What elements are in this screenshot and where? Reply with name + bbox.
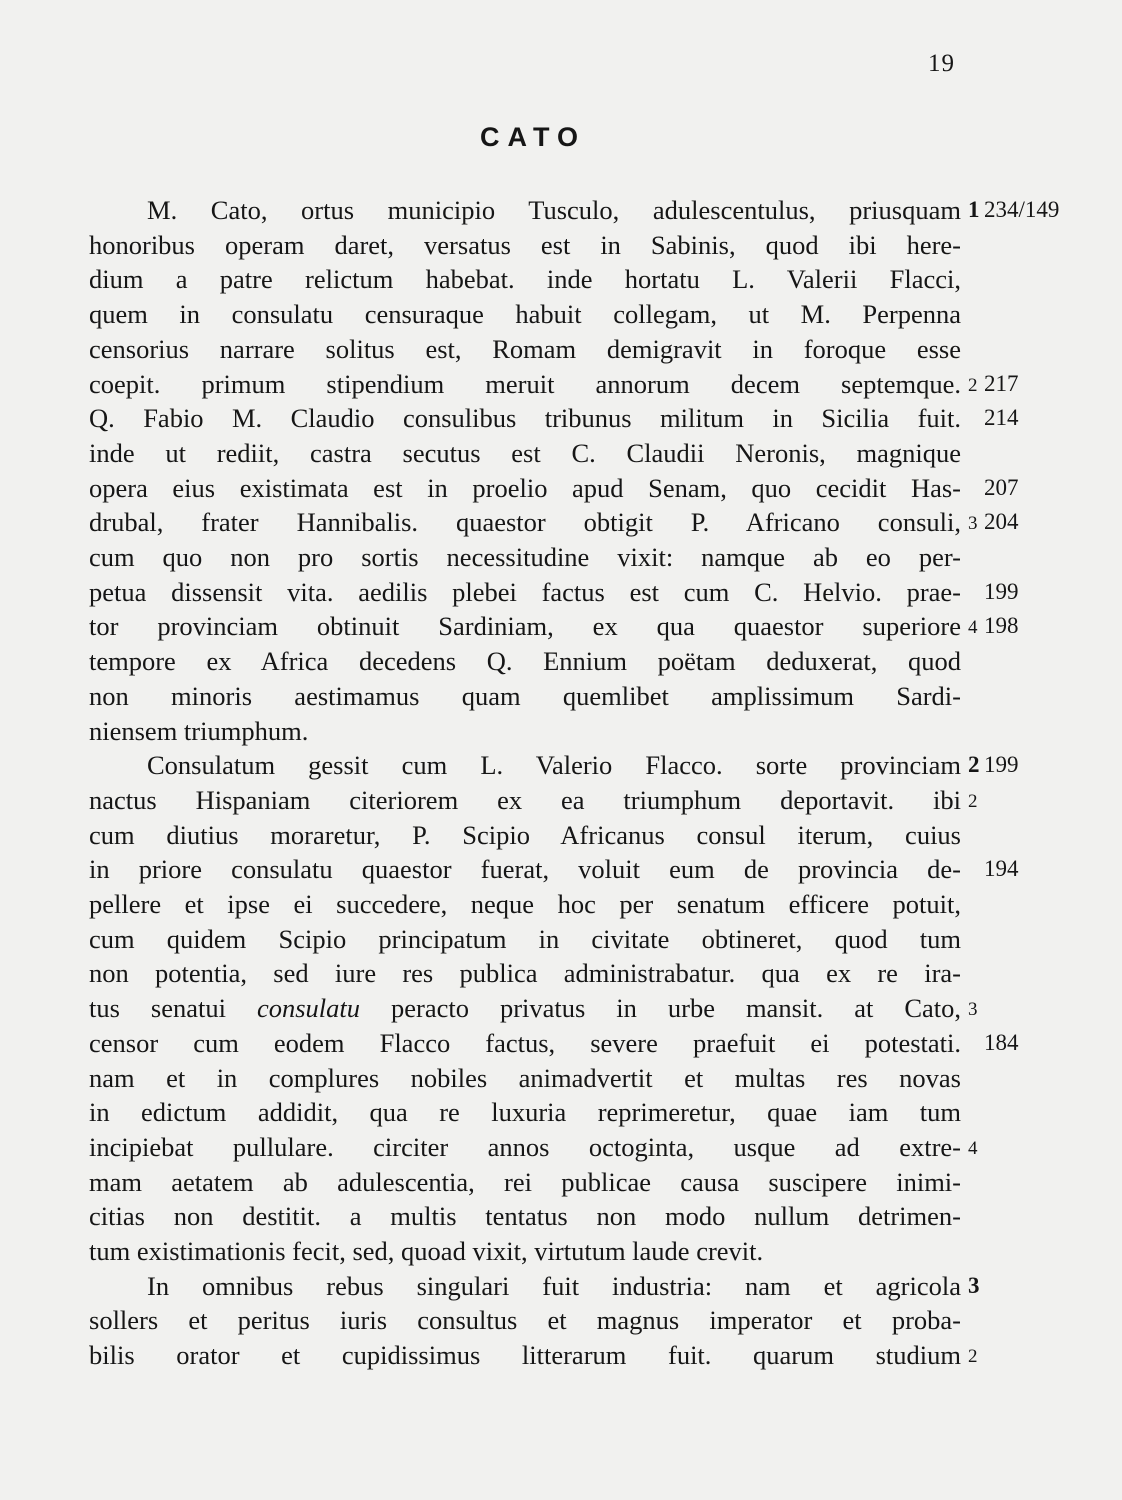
text-segment: tus senatui	[89, 993, 257, 1024]
year-note: 194	[984, 856, 1019, 882]
year-note: 184	[984, 1029, 1019, 1055]
text-line: nam et in complures nobiles animadvertit et multas res novas	[89, 1062, 961, 1093]
text-line: drubal, frater Hannibalis. quaestor obtigit P. Africano consuli,	[89, 507, 961, 538]
margin-note	[968, 1130, 1118, 1164]
text-line: cum diutius moraretur, P. Scipio Africanus consul iterum, cuius	[89, 819, 961, 850]
year-note: 214	[984, 405, 1019, 431]
text-line: opera eius existimata est in proelio apud Senam, quo cecidit Has-	[89, 472, 961, 503]
section-number: 2	[968, 1346, 978, 1368]
text-line: Consulatum gessit cum L. Valerio Flacco. sorte provinciam	[147, 750, 961, 781]
text-line: coepit. primum stipendium meruit annorum decem septemque.	[89, 368, 961, 399]
section-number: 4	[968, 617, 978, 639]
text-line: inde ut rediit, castra secutus est C. Claudii Neronis, magnique	[89, 437, 961, 468]
section-number: 2	[968, 790, 978, 812]
margin-note	[968, 748, 1118, 782]
text-line: Q. Fabio M. Claudio consulibus tribunus militum in Sicilia fuit.	[89, 403, 961, 434]
text-line: sollers et peritus iuris consultus et magnus imperator et proba-	[89, 1305, 961, 1336]
margin-note	[968, 505, 1118, 539]
year-note: 207	[984, 474, 1019, 500]
section-number: 3	[968, 513, 978, 535]
text-line: In omnibus rebus singulari fuit industria: nam et agricola	[147, 1270, 961, 1301]
text-line: pellere et ipse ei succedere, neque hoc per senatum efficere potuit,	[89, 889, 961, 919]
text-line: M. Cato, ortus municipio Tusculo, adulescentulus, priusquam	[147, 195, 961, 225]
chapter-number: 3	[968, 1272, 980, 1298]
text-line: censorius narrare solitus est, Romam demigravit in foroque esse	[89, 333, 961, 364]
year-note: 199	[984, 578, 1019, 604]
margin-note	[968, 367, 1118, 401]
text-line: in edictum addidit, qua re luxuria reprimeretur, quae iam tum	[89, 1097, 961, 1128]
chapter-number: 2	[968, 752, 980, 778]
margin-note	[968, 471, 1118, 505]
text-line: nactus Hispaniam citeriorem ex ea triumphum deportavit. ibi	[89, 784, 961, 815]
margin-note	[968, 1338, 1118, 1372]
text-line: citias non destitit. a multis tentatus non modo nullum detrimen-	[89, 1201, 961, 1232]
text-line: censor cum eodem Flacco factus, severe praefuit ei potestati.	[89, 1027, 961, 1058]
text-line: honoribus operam daret, versatus est in Sabinis, quod ibi here-	[89, 229, 961, 260]
margin-note	[968, 991, 1118, 1025]
margin-note	[968, 1269, 1118, 1303]
text-line: mam aetatem ab adulescentia, rei publicae causa suscipere inimi-	[89, 1166, 961, 1197]
text-line: non minoris aestimamus quam quemlibet amplissimum Sardi-	[89, 680, 961, 711]
text-line: tempore ex Africa decedens Q. Ennium poëtam deduxerat, quod	[89, 646, 961, 677]
section-number: 3	[968, 999, 978, 1021]
text-line: petua dissensit vita. aedilis plebei factus est cum C. Helvio. prae-	[89, 576, 961, 607]
margin-note	[968, 609, 1118, 643]
text-line: dium a patre relictum habebat. inde hortatu L. Valerii Flacci,	[89, 264, 961, 295]
text-line: cum quo non pro sortis necessitudine vixit: namque ab eo per-	[89, 542, 961, 572]
margin-note	[968, 852, 1118, 886]
text-line	[89, 991, 961, 1025]
text-line: niensem triumphum.	[89, 715, 309, 746]
margin-note	[968, 1026, 1118, 1060]
page-number: 19	[928, 50, 955, 77]
year-note: 199	[984, 752, 1019, 778]
text-line: quem in consulatu censuraque habuit collegam, ut M. Perpenna	[89, 299, 961, 330]
italic-text: consulatu	[256, 993, 361, 1024]
margin-note	[968, 401, 1118, 435]
margin-note	[968, 575, 1118, 609]
chapter-number: 1	[968, 197, 980, 222]
text-line: in priore consulatu quaestor fuerat, voluit eum de provincia de-	[89, 854, 961, 885]
page-title: CATO	[480, 122, 586, 152]
text-line: non potentia, sed iure res publica administrabatur. qua ex re ira-	[89, 958, 961, 989]
text-line: incipiebat pullulare. circiter annos octoginta, usque ad extre-	[89, 1131, 961, 1162]
text-segment: peracto privatus in urbe mansit. at Cato,	[360, 993, 961, 1024]
margin-note	[968, 783, 1118, 817]
text-line: cum quidem Scipio principatum in civitate obtineret, quod tum	[89, 923, 961, 954]
year-note: 234/149	[984, 197, 1060, 222]
text-line: tum existimationis fecit, sed, quoad vixit, virtutum laude crevit.	[89, 1236, 764, 1266]
section-number: 4	[968, 1137, 978, 1159]
text-line: tor provinciam obtinuit Sardiniam, ex qua quaestor superiore	[89, 611, 961, 642]
year-note: 217	[984, 370, 1019, 396]
margin-note	[968, 193, 1118, 227]
section-number: 2	[968, 374, 978, 396]
year-note: 198	[984, 613, 1019, 639]
text-line: bilis orator et cupidissimus litterarum fuit. quarum studium	[89, 1340, 961, 1371]
year-note: 204	[984, 509, 1019, 535]
